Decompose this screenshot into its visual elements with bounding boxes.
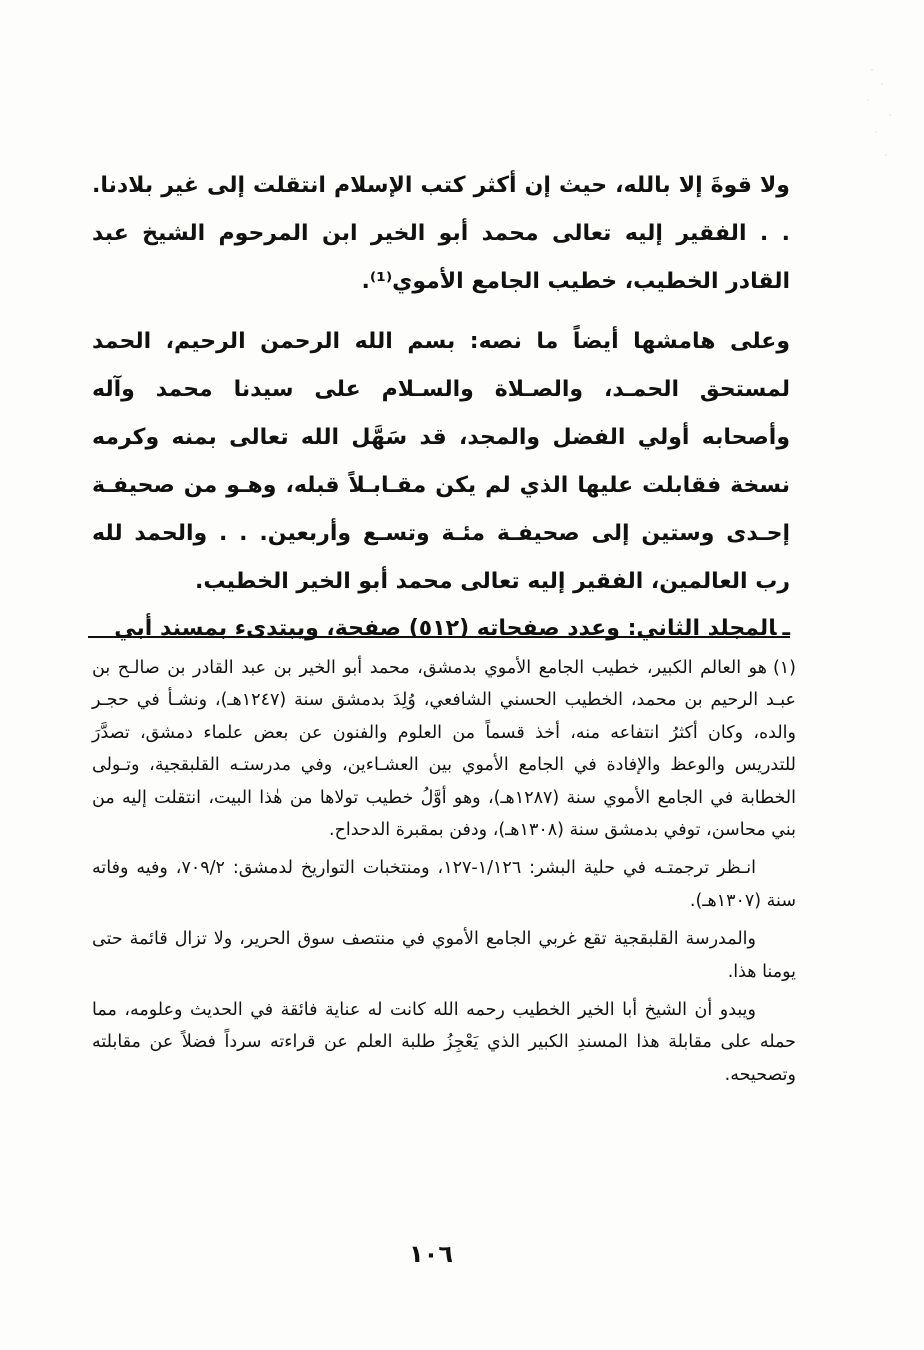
- footnote-1: [92, 652, 796, 846]
- second-volume-text: المجلد الثاني: وعدد صفحاته (٥١٢) صفحة، ويبتدىء بمسند أبي: [114, 616, 777, 641]
- footnotes: [92, 652, 796, 1097]
- footnote-separator: [88, 636, 790, 638]
- footnote-1-madrasa-note: والمدرسة القلبقجية تقع غربي الجامع الأموي في منتصف سوق الحرير، ولا تزال قائمة حتى يومنا هذا.: [92, 929, 796, 982]
- footnote-marker: (١): [772, 658, 796, 678]
- footnote-1-references: انـظر ترجمتـه في حلية البشر: ١/١٢٦-١٢٧، ومنتخبات التواريخ لدمشق: ٧٠٩/٢، وفيه وفاته سنة (١٣٠٧هـ).: [92, 858, 796, 911]
- paragraph-second-volume: [92, 605, 790, 653]
- footnote-1-hadith-note: ويبدو أن الشيخ أبا الخير الخطيب رحمه الله كانت له عناية فائقة في الحديث وعلومه، مما حمله على مقابلة هذا المسندِ الكبير الذي يَعْجِزُ طلبة العلم عن قراءته سرداً فضلاً عن مقابلته وتصحيحه.: [92, 1000, 796, 1085]
- page-number: ١٠٦: [409, 1240, 453, 1268]
- em-dash: ـ: [782, 616, 790, 641]
- footnote-1-text: هو العالم الكبير، خطيب الجامع الأموي بدمشق، محمد أبو الخير بن عبد القادر بن صالـح بن عبـد الرحيم بن محمد، الخطيب الحسني الشافعي، وُلِدَ بدمشق سنة (١٢٤٧هـ)، ونشـأ في حجـر والده، وكان أكثرُ انتفاعه منه، أخذ قسماً من العلوم والفنون عن بعض علماء دمشق، تصدَّرَ للتدريس والوعظ والإفادة في الجامع الأموي بين العشـاءين، وفي مدرستـه القلبقجية، وتـولى الخطابة في الجامع الأموي سنة (١٢٨٧هـ)، وهو أوَّلُ خطيب تولاها من هٰذا البيت، انتقلت إليه من بني محاسن، توفي بدمشق سنة (١٣٠٨هـ)، ودفن بمقبرة الدحداح.: [92, 658, 796, 841]
- paragraph-closing-endorsement: ولا قوةَ إلا بالله، حيث إن أكثر كتب الإسلام انتقلت إلى غير بلادنا. . . الفقير إليه تعالى محمد أبو الخير ابن المرحوم الشيخ عبد القادر الخطيب، خطيب الجامع الأموي⁽¹⁾.: [92, 173, 790, 294]
- scan-speckle: [860, 60, 900, 180]
- paragraph-margin-note: وعلى هامشها أيضاً ما نصه: بسم الله الرحمن الرحيم، الحمد لمستحق الحمـد، والصـلاة والسـلام على سيدنا محمد وآله وأصحابه أولي الفضل والمجد، قد سَهَّل الله تعالى بمنه وكرمه نسخة فقابلت عليها الذي لم يكن مقـابـلاً قبله، وهـو من صحيفـة إحـدى وستين إلى صحيفـة مئـة وتسـع وأربعين. . . والحمد لله رب العالمين، الفقير إليه تعالى محمد أبو الخير الخطيب.: [92, 329, 790, 594]
